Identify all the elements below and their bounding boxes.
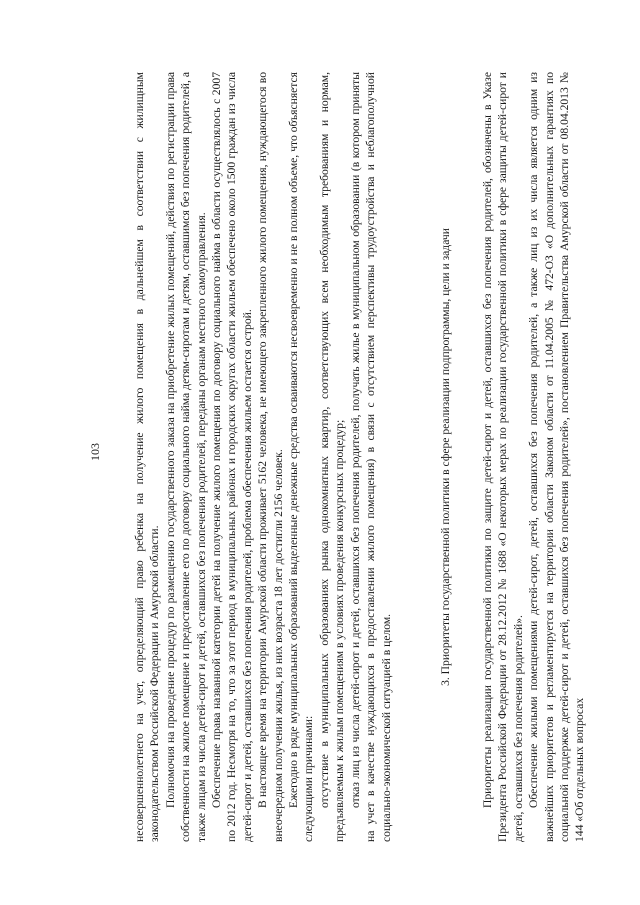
paragraph: В настоящее время на территории Амурской области проживает 5162 человека, не имеющего закрепленного жилого помещения, нуждающегося во внеочередном получении жилья, из них возраста 18 лет достигли 2156 человек. [256, 72, 285, 842]
paragraph: Ежегодно в ряде муниципальных образований выделенные денежные средства осваиваются несвоевременно и не в полном объеме, что объясняется следующими причинами: [287, 72, 316, 842]
paragraph: Обеспечение права названной категории детей на получение жилого помещения по договору социального найма в области осуществлялось с 2007 по 2012 год. Несмотря на то, что за этот период в муниципальных районах и городских округах области жильем обеспечено около 1500 граждан из числа детей-сирот и детей, оставшихся без попечения родителей, проблема обеспечения жильем остается острой. [210, 72, 254, 842]
paragraph: несовершеннолетнего на учет, определяющий право ребенка на получение жилого помещения в дальнейшем в соответствии с жилищным законодательством Российской Федерации и Амурской области. [133, 72, 162, 842]
paragraph: отказ лиц из числа детей-сирот и детей, оставшихся без попечения родителей, получать жилье в муниципальном образовании (в котором приняты на учет в качестве нуждающихся в предоставлении жилого помещения) в связи с отсутствием перспективы трудоустройства и неблагополучной социально-экономической ситуацией в целом. [348, 72, 393, 842]
section-text-before-heading [132, 72, 394, 842]
paragraph: отсутствие в муниципальных образованиях рынка однокомнатных квартир, соответствующих всем необходимым требованиям и нормам, предъявляемым к жилым помещениям в условиях проведения конкурсных процедур; [317, 72, 347, 842]
rotated-document-page [88, 52, 608, 852]
paragraph: Обеспечение жилыми помещениями детей-сирот, детей, оставшихся без попечения родителей, а также лиц из их числа является одним из важнейших приоритетов и регламентируется на территории области Законом области от 11.04.2005 № 472-ОЗ «О дополнительных гарантиях по социальной поддержке детей-сирот и детей, оставшихся без попечения родителей», постановлением Правительства Амурской области от 08.04.2013 № 144 «Об отдельных вопросах [527, 72, 587, 842]
paragraph: Приоритеты реализации государственной политики по защите детей-сирот и детей, оставшихся без попечения родителей, обозначены в Указе Президента Российской Федерации от 28.12.2012 № 1688 «О некоторых мерах по реализации государственной политики в сфере защиты детей-сирот и детей, оставшихся без попечения родителей». [481, 72, 525, 842]
page-number: 103 [88, 443, 102, 461]
section-text-after-heading [480, 72, 588, 842]
section-heading: 3. Приоритеты государственной политики в сфере реализации подпрограммы, цели и задачи [439, 228, 452, 686]
paragraph: Полномочия на проведение процедур по размещению государственного заказа на приобретение жилых помещений, действия по регистрации права собственности на жилое помещение и предоставление его по договору социального найма детям-сиротам и детям, оставшимся без попечения родителей, а также лицам из числа детей-сирот и детей, оставшихся без попечения родителей, переданы органам местного самоуправления. [163, 72, 208, 842]
